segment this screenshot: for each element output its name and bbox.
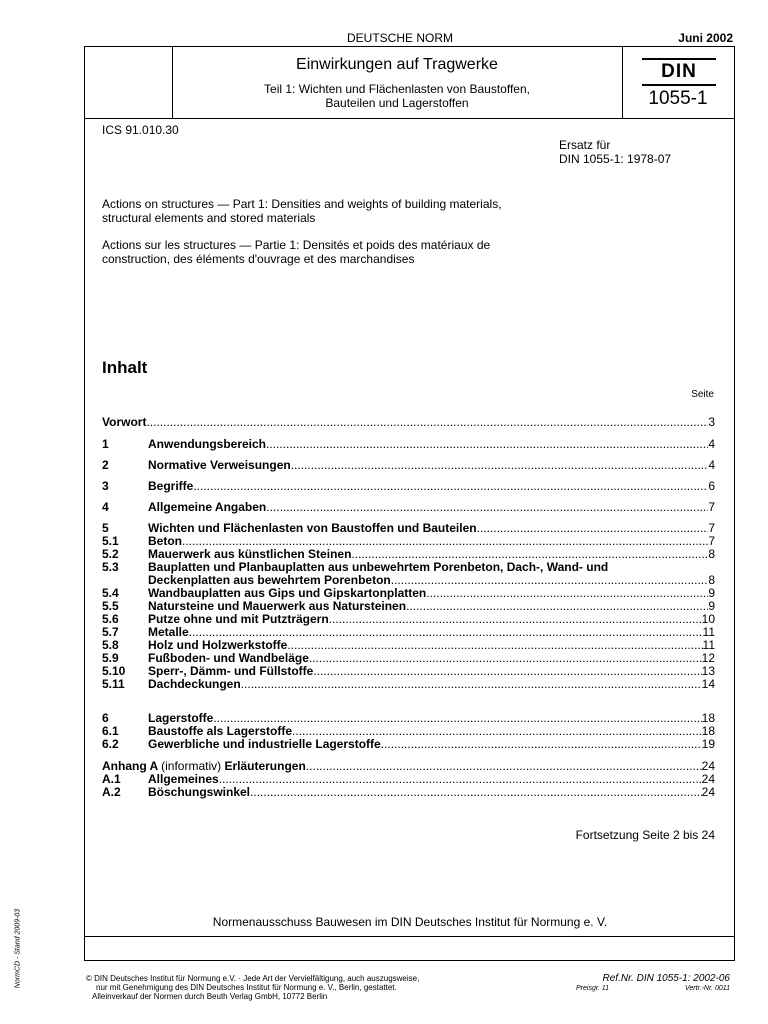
toc-section-2 xyxy=(102,459,715,472)
toc-section-5 xyxy=(102,522,715,691)
toc-entry-title: Wandbauplatten aus Gips und Gipskartonplatten xyxy=(148,586,427,600)
toc-entry-title: Deckenplatten aus bewehrtem Porenbeton xyxy=(148,573,391,587)
toc-leader xyxy=(266,501,708,514)
distribution-number: Vertr.-Nr. 0011 xyxy=(685,985,730,992)
toc-leader xyxy=(291,459,709,472)
toc-entry-page: 24 xyxy=(701,772,715,786)
toc-entry-title: Anwendungsbereich xyxy=(148,437,267,451)
toc-entry[interactable] xyxy=(102,786,715,799)
subtitle-line-1: Teil 1: Wichten und Flächenlasten von Baustoffen, xyxy=(264,82,530,96)
frame-left-line xyxy=(84,46,85,960)
replacement-standard: DIN 1055-1: 1978-07 xyxy=(559,152,672,166)
toc-entry-number: 5.5 xyxy=(102,599,119,613)
toc-entry-page: 8 xyxy=(708,573,715,587)
toc-entry-number: 2 xyxy=(102,458,109,472)
toc-leader xyxy=(313,665,701,678)
annex-type: (informativ) xyxy=(161,759,222,773)
toc-entry-page: 10 xyxy=(701,612,715,626)
toc-entry[interactable] xyxy=(102,678,715,691)
norm-label: DEUTSCHE NORM xyxy=(346,31,453,45)
toc-entry-number: 5.1 xyxy=(102,534,119,548)
din-number: 1055-1 xyxy=(648,88,708,109)
toc-entry-page: 18 xyxy=(701,711,715,725)
toc-entry[interactable] xyxy=(102,438,715,451)
toc-section-3 xyxy=(102,480,715,493)
toc-entry-number: A.2 xyxy=(102,785,121,799)
toc-entry-title-line-1: Bauplatten und Planbauplatten aus unbewehrtem Porenbeton, Dach-, Wand- und xyxy=(148,560,609,574)
toc-leader xyxy=(309,652,702,665)
frame-header-bottom-line xyxy=(84,118,735,119)
sidebar-stamp: NormCD - Stand 2009-03 xyxy=(14,908,22,989)
toc-leader xyxy=(250,786,702,799)
toc-entry-number: 5.3 xyxy=(102,560,119,574)
toc-leader xyxy=(329,613,702,626)
toc-entry-title: Vorwort xyxy=(102,415,147,429)
toc-entry-page: 14 xyxy=(701,677,715,691)
ics-code: ICS 91.010.30 xyxy=(102,123,179,137)
toc-entry-title: Sperr-, Dämm- und Füllstoffe xyxy=(148,664,314,678)
toc-leader xyxy=(219,773,702,786)
frame-right-line xyxy=(734,46,735,960)
toc-leader xyxy=(241,678,702,691)
toc-entry-title: Normative Verweisungen xyxy=(148,458,291,472)
toc-entry-title: Dachdeckungen xyxy=(148,677,241,691)
subtitle-line-2: Bauteilen und Lagerstoffen xyxy=(325,96,469,110)
toc-entry-page: 11 xyxy=(702,625,715,639)
annex-label: Anhang A xyxy=(102,759,162,773)
toc-leader xyxy=(266,438,708,451)
toc-entry-number: 4 xyxy=(102,500,109,514)
toc-entry-title: Fußboden- und Wandbeläge xyxy=(148,651,309,665)
frame-bottom-line xyxy=(84,960,735,961)
toc-entry-page: 4 xyxy=(708,437,715,451)
english-title xyxy=(102,197,562,225)
toc-leader xyxy=(193,480,708,493)
toc-entry[interactable] xyxy=(102,501,715,514)
toc-entry-number: 6.1 xyxy=(102,724,119,738)
toc-entry-page: 19 xyxy=(701,737,715,751)
document-title: Einwirkungen auf Tragwerke xyxy=(296,56,498,73)
copyright-line-1: © DIN Deutsches Institut für Normung e.V. · Jede Art der Vervielfältigung, auch auszugsweise, xyxy=(86,974,420,983)
toc-entry-title: Allgemeine Angaben xyxy=(148,500,267,514)
english-title-line-2: structural elements and stored materials xyxy=(102,211,316,225)
document-subtitle xyxy=(172,82,622,110)
toc-entry[interactable] xyxy=(102,738,715,751)
toc-entry-number: 5.8 xyxy=(102,638,119,652)
toc-entry-title: Gewerbliche und industrielle Lagerstoffe xyxy=(148,737,381,751)
copyright-line-2: nur mit Genehmigung des DIN Deutsches Institut für Normung e. V., Berlin, gestattet. xyxy=(96,983,397,992)
toc-entry-page: 9 xyxy=(708,599,715,613)
toc-entry-page: 6 xyxy=(708,479,715,493)
french-title-line-2: construction, des éléments d'ouvrage et des marchandises xyxy=(102,252,415,266)
toc-heading: Inhalt xyxy=(102,358,148,377)
toc-entry-page: 9 xyxy=(708,586,715,600)
replacement-note xyxy=(559,138,671,166)
toc-entry-title: Holz und Holzwerkstoffe xyxy=(148,638,288,652)
toc-entry-page: 13 xyxy=(701,664,715,678)
price-group: Preisgr. 11 xyxy=(576,985,610,992)
toc-entry[interactable] xyxy=(102,480,715,493)
reference-number: Ref.Nr. DIN 1055-1: 2002-06 xyxy=(602,973,730,984)
toc-entry-number: 5.6 xyxy=(102,612,119,626)
toc-list xyxy=(102,416,715,429)
toc-entry[interactable] xyxy=(102,613,715,626)
toc-entry-page: 7 xyxy=(708,500,715,514)
toc-entry-number: 6 xyxy=(102,711,109,725)
toc-leader xyxy=(381,738,702,751)
publication-date: Juni 2002 xyxy=(678,31,733,45)
frame-committee-line xyxy=(84,936,735,937)
french-title xyxy=(102,238,572,266)
toc-leader xyxy=(287,639,702,652)
toc-section-4 xyxy=(102,501,715,514)
toc-entry-title: Metalle xyxy=(148,625,189,639)
toc-entry-number: 1 xyxy=(102,437,109,451)
toc-entry-title: Natursteine und Mauerwerk aus Natursteinen xyxy=(148,599,407,613)
toc-entry-vorwort[interactable] xyxy=(102,416,715,429)
toc-entry-page: 3 xyxy=(708,415,715,429)
toc-entry-title: Allgemeines xyxy=(148,772,219,786)
toc-page-label: Seite xyxy=(691,389,714,400)
toc-entry-page: 4 xyxy=(708,458,715,472)
toc-entry-number: 5.2 xyxy=(102,547,119,561)
toc-entry-title: Lagerstoffe xyxy=(148,711,214,725)
english-title-line-1: Actions on structures — Part 1: Densities and weights of building materials, xyxy=(102,197,502,211)
toc-section-1 xyxy=(102,438,715,451)
toc-leader xyxy=(391,574,709,587)
toc-entry-page: 18 xyxy=(701,724,715,738)
copyright-notice xyxy=(86,974,419,1001)
toc-entry-title: Mauerwerk aus künstlichen Steinen xyxy=(148,547,352,561)
toc-entry-title: Wichten und Flächenlasten von Baustoffen und Bauteilen xyxy=(148,521,477,535)
toc-entry[interactable] xyxy=(102,522,715,535)
toc-entry-number: 5.4 xyxy=(102,586,119,600)
toc-annex-a xyxy=(102,760,715,799)
toc-entry-number: 5.7 xyxy=(102,625,119,639)
annex-title: Erläuterungen xyxy=(221,759,306,773)
toc-entry-number: 3 xyxy=(102,479,109,493)
toc-leader xyxy=(146,416,708,429)
toc-leader xyxy=(477,522,709,535)
toc-section-6 xyxy=(102,712,715,751)
toc-entry-title: Beton xyxy=(148,534,182,548)
toc-entry-page: 8 xyxy=(708,547,715,561)
replacement-label: Ersatz für xyxy=(559,138,611,152)
toc-entry-page: 11 xyxy=(702,638,715,652)
copyright-line-3: Alleinverkauf der Normen durch Beuth Verlag GmbH, 10772 Berlin xyxy=(92,992,328,1001)
toc-leader xyxy=(306,760,702,773)
toc-entry-title: Böschungswinkel xyxy=(148,785,251,799)
toc-leader xyxy=(406,600,708,613)
toc-entry-page: 12 xyxy=(701,651,715,665)
toc-entry-number: 5.11 xyxy=(102,677,125,691)
toc-entry-title: Begriffe xyxy=(148,479,194,493)
continuation-note: Fortsetzung Seite 2 bis 24 xyxy=(575,828,715,842)
french-title-line-1: Actions sur les structures — Partie 1: Densités et poids des matériaux de xyxy=(102,238,491,252)
toc-entry-page: 7 xyxy=(708,521,715,535)
toc-entry-number: 5.10 xyxy=(102,664,126,678)
toc-entry[interactable] xyxy=(102,459,715,472)
toc-entry-number: 6.2 xyxy=(102,737,119,751)
toc-entry-title: Baustoffe als Lagerstoffe xyxy=(148,724,293,738)
toc-entry-page: 24 xyxy=(701,785,715,799)
din-logo: DIN xyxy=(642,58,716,86)
toc-entry-number: 5.9 xyxy=(102,651,119,665)
committee-name: Normenausschuss Bauwesen im DIN Deutsches Institut für Normung e. V. xyxy=(212,915,608,929)
toc-entry-page: 24 xyxy=(701,759,715,773)
toc-leader xyxy=(426,587,708,600)
toc-entry-title: Putze ohne und mit Putzträgern xyxy=(148,612,329,626)
toc-entry-number: A.1 xyxy=(102,772,121,786)
title-block xyxy=(172,56,622,110)
toc-entry-number: 5 xyxy=(102,521,109,535)
frame-top-line xyxy=(84,46,735,47)
toc-entry-page: 7 xyxy=(708,534,715,548)
